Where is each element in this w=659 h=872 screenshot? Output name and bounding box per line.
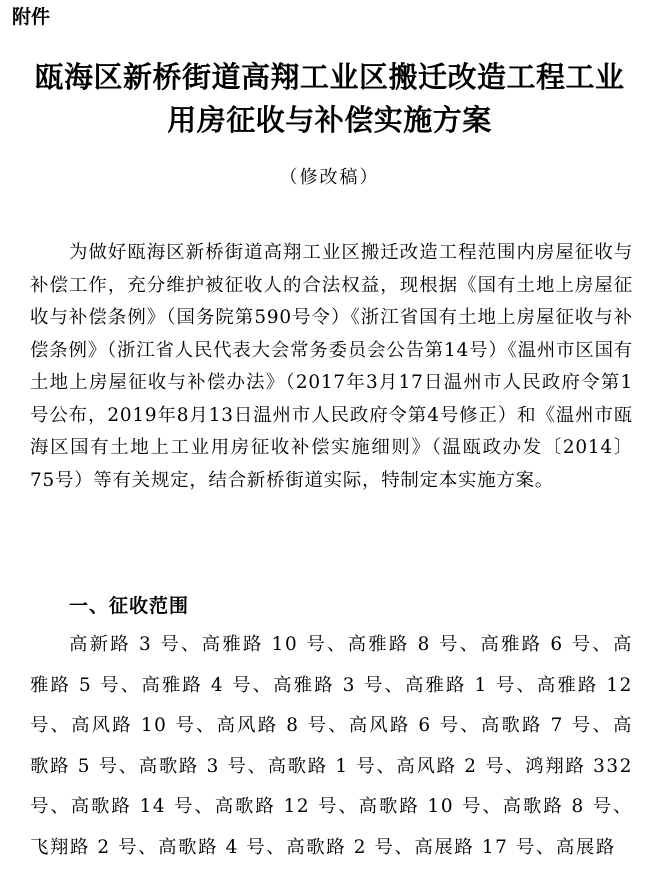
title-line-2: 用房征收与补偿实施方案 — [167, 103, 492, 137]
document-title — [14, 56, 645, 142]
section-body: 高新路 3 号、高雅路 10 号、高雅路 8 号、高雅路 6 号、高雅路 5 号、高雅路 4 号、高雅路 3 号、高雅路 1 号、高雅路 12 号、高风路 10 号、高风路 8 号、高风路 6 号、高歌路 7 号、高歌路 5 号、高歌路 3 号、高歌路 1 号、高风路 2 号、鸿翔路 332 号、高歌路 14 号、高歌路 12 号、高歌路 10 号、高歌路 8 号、飞翔路 2 号、高歌路 4 号、高歌路 2 号、高展路 17 号、高展路 — [30, 634, 633, 858]
section-heading: 一、征收范围 — [69, 595, 190, 617]
document-subtitle: （修改稿） — [279, 167, 380, 188]
attachment-label: 附件 — [12, 6, 51, 28]
title-line-1: 瓯海区新桥街道高翔工业区搬迁改造工程工业 — [34, 60, 625, 94]
intro-paragraph: 为做好瓯海区新桥街道高翔工业区搬迁改造工程范围内房屋征收与补偿工作，充分维护被征收人的合法权益，现根据《国有土地上房屋征收与补偿条例》（国务院第590号令）《浙江省国有土地上房屋征收与补偿条例》（浙江省人民代表大会常务委员会公告第14号）《温州市区国有土地上房屋征收与补偿办法》（2017年3月17日温州市人民政府令第1号公布，2019年8月13日温州市人民政府令第4号修正）和《温州市瓯海区国有土地上工业用房征收补偿实施细则》（温瓯政办发〔2014〕75号）等有关规定，结合新桥街道实际，特制定本实施方案。 — [30, 242, 633, 491]
